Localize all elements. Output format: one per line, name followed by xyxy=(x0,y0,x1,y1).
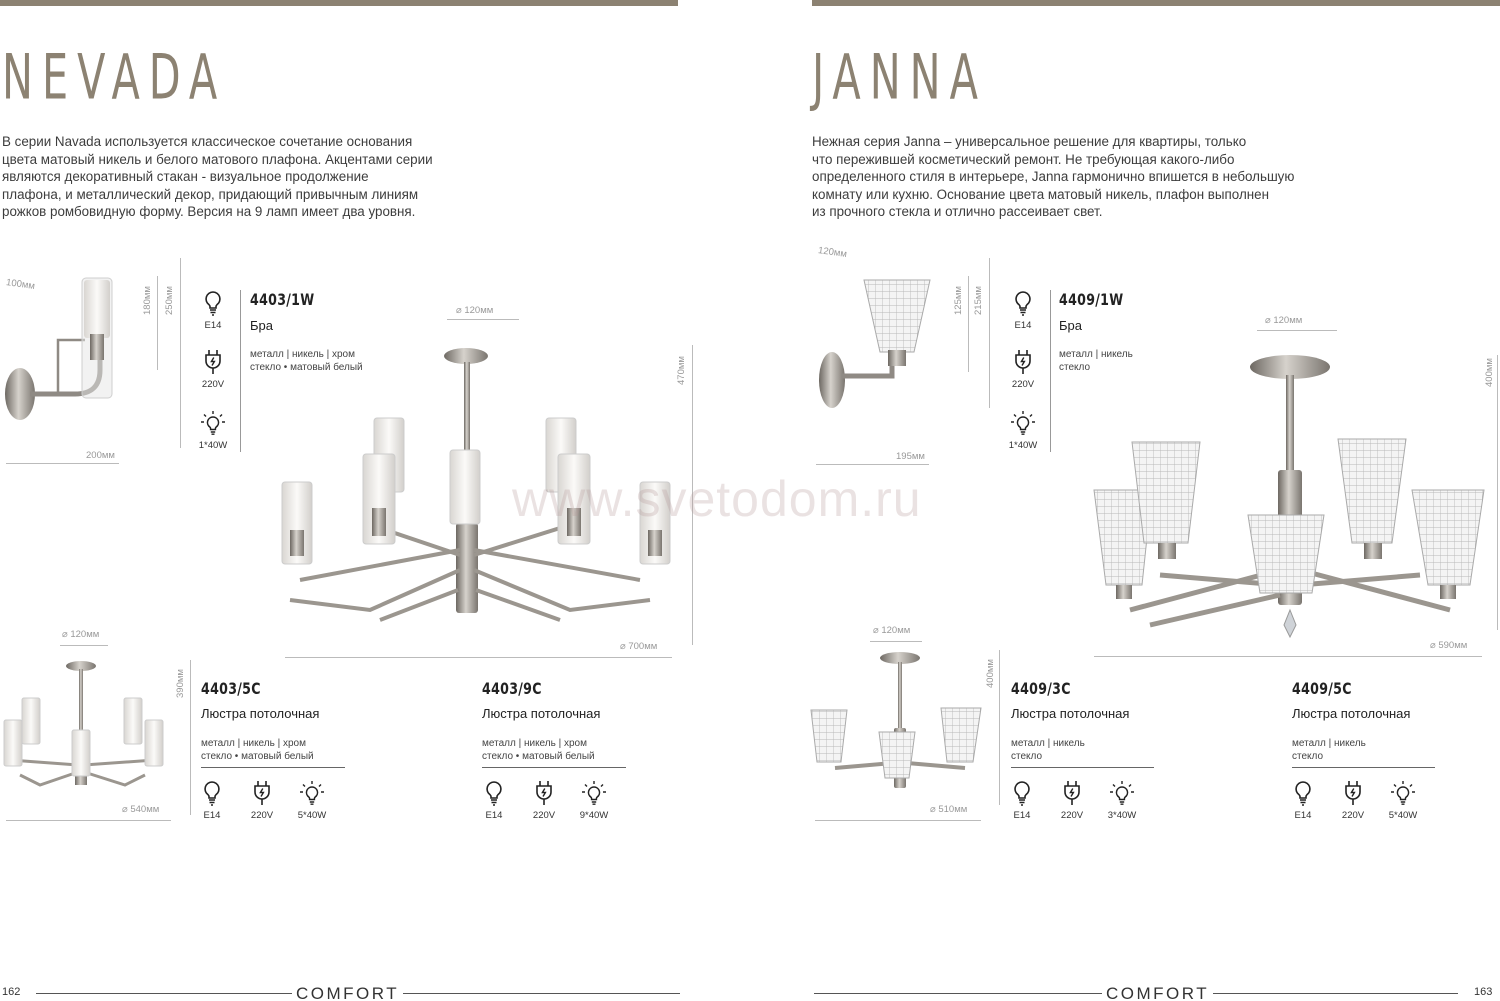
spec-power xyxy=(1001,410,1045,451)
bulb-icon xyxy=(1010,780,1034,806)
description-line: определенного стиля в интерьере, Janna гармонично впишется в небольшую xyxy=(812,169,1295,185)
product-materials: стекло xyxy=(1011,751,1043,762)
dimension-width-value: 590мм xyxy=(1438,640,1468,651)
bulb-icon xyxy=(1291,780,1315,806)
description-line: являются декоративный стакан - визуальное продолжение xyxy=(2,169,369,185)
dimension-line xyxy=(6,463,119,464)
product-type: Бра xyxy=(250,318,273,333)
top-accent-bar-right xyxy=(812,0,1500,6)
series-title-janna: JANNA xyxy=(812,40,987,114)
product-materials: стекло xyxy=(1292,751,1324,762)
product-type: Люстра потолочная xyxy=(482,706,601,721)
dimension-line xyxy=(180,258,181,448)
divider xyxy=(482,767,626,768)
product-code: 4409/5C xyxy=(1292,680,1352,699)
dimension-line xyxy=(285,657,672,658)
description-line: комнату или кухню. Основание цвета матовый никель, плафон выполнен xyxy=(812,186,1269,202)
description-line: что пережившей косметический ремонт. Не требующая какого-либо xyxy=(812,151,1235,167)
plug-icon xyxy=(1011,349,1035,375)
description-line: из прочного стекла и отлично рассеивает свет. xyxy=(812,204,1103,220)
spec-voltage-value: 220V xyxy=(250,810,274,821)
product-materials: металл | никель xyxy=(1292,738,1366,749)
product-materials: металл | никель | хром xyxy=(201,738,306,749)
series-description-nevada xyxy=(2,133,472,221)
dimension-height: 250мм xyxy=(164,286,175,315)
dimension-length: 195мм xyxy=(896,451,925,462)
dimension-top: ⌀ 120мм xyxy=(1265,315,1303,326)
spec-power-value: 5*40W xyxy=(297,810,327,821)
dimension-height: 125мм xyxy=(953,286,964,315)
product-image-4403-5c xyxy=(0,650,170,800)
bulb-icon xyxy=(201,290,225,316)
spec-socket-value: E14 xyxy=(1294,810,1312,821)
dimension-top: ⌀ 120мм xyxy=(456,305,494,316)
watermark: www.svetodom.ru xyxy=(512,471,922,527)
dimension-height: 180мм xyxy=(142,286,153,315)
product-image-4403-1w xyxy=(0,270,130,430)
spec-power-value: 1*40W xyxy=(1008,440,1038,451)
product-code: 4403/5C xyxy=(201,680,261,699)
spec-voltage xyxy=(1331,780,1375,821)
plug-icon xyxy=(532,780,556,806)
product-code: 4409/1W xyxy=(1059,291,1124,310)
dimension-height: 390мм xyxy=(175,669,186,698)
divider xyxy=(1050,290,1051,452)
dimension-width-value: 540мм xyxy=(130,804,160,815)
plug-icon xyxy=(1060,780,1084,806)
dimension-line xyxy=(989,258,990,408)
product-code: 4403/9C xyxy=(482,680,542,699)
product-type: Люстра потолочная xyxy=(1011,706,1130,721)
spec-socket-value: E14 xyxy=(485,810,503,821)
dimension-height: 215мм xyxy=(973,286,984,315)
spec-socket xyxy=(1281,780,1325,821)
description-line: В серии Navada используется классическое сочетание основания xyxy=(2,134,413,149)
dimension-width-value: 510мм xyxy=(938,804,968,815)
lamp-power-icon xyxy=(1390,780,1416,806)
spec-socket xyxy=(1001,290,1045,331)
dimension-line xyxy=(1497,355,1498,630)
dimension-line xyxy=(870,641,922,642)
dimension-height: 400мм xyxy=(985,659,996,688)
spec-voltage xyxy=(191,349,235,390)
dimension-line xyxy=(157,276,158,370)
dimension-width: ⌀ 540мм xyxy=(122,804,160,815)
dimension-length: 200мм xyxy=(86,450,115,461)
dimension-line xyxy=(447,319,519,320)
product-type: Люстра потолочная xyxy=(201,706,320,721)
spec-socket-value: E14 xyxy=(1013,810,1031,821)
spec-voltage-value: 220V xyxy=(532,810,556,821)
spec-voltage-value: 220V xyxy=(201,379,225,390)
dimension-line xyxy=(815,820,981,821)
dimension-line xyxy=(968,276,969,372)
product-type: Люстра потолочная xyxy=(1292,706,1411,721)
product-code: 4403/1W xyxy=(250,291,315,310)
product-type: Бра xyxy=(1059,318,1082,333)
spec-power xyxy=(1100,780,1144,821)
product-image-4409-3c xyxy=(805,648,995,808)
dimension-width: ⌀ 590мм xyxy=(1430,640,1468,651)
spec-voltage xyxy=(240,780,284,821)
spec-power-value: 1*40W xyxy=(198,440,228,451)
dimension-top-value: 120мм xyxy=(1273,315,1303,326)
product-image-4409-1w xyxy=(812,270,942,420)
spec-power xyxy=(572,780,616,821)
dimension-line xyxy=(1094,656,1482,657)
product-code: 4409/3C xyxy=(1011,680,1071,699)
spec-socket xyxy=(190,780,234,821)
description-line: Нежная серия Janna – универсальное решение для квартиры, только xyxy=(812,134,1247,149)
dimension-top-value: 120мм xyxy=(464,305,494,316)
spec-voltage xyxy=(1050,780,1094,821)
product-materials: металл | никель | хром xyxy=(250,349,355,360)
spec-socket-value: E14 xyxy=(203,810,221,821)
page-number: 163 xyxy=(1474,986,1493,998)
spec-voltage xyxy=(1001,349,1045,390)
lamp-power-icon xyxy=(581,780,607,806)
dimension-height: 400мм xyxy=(1484,358,1495,387)
spec-power xyxy=(1381,780,1425,821)
spec-socket xyxy=(1000,780,1044,821)
lamp-power-icon xyxy=(1109,780,1135,806)
spec-power xyxy=(290,780,334,821)
plug-icon xyxy=(201,349,225,375)
spec-socket xyxy=(191,290,235,331)
dimension-width-value: 700мм xyxy=(628,641,658,652)
dimension-width: 120мм xyxy=(817,245,848,260)
product-materials: стекло • матовый белый xyxy=(250,362,363,373)
spec-power-value: 3*40W xyxy=(1107,810,1137,821)
dimension-top: ⌀ 120мм xyxy=(62,629,100,640)
spec-voltage-value: 220V xyxy=(1011,379,1035,390)
lamp-power-icon xyxy=(1010,410,1036,436)
page-number: 162 xyxy=(2,986,21,998)
lamp-power-icon xyxy=(299,780,325,806)
product-materials: металл | никель xyxy=(1011,738,1085,749)
dimension-top: ⌀ 120мм xyxy=(873,625,911,636)
product-image-4409-5c-large xyxy=(1090,345,1490,645)
spec-socket-value: E14 xyxy=(204,320,222,331)
dimension-height: 470мм xyxy=(676,356,687,385)
footer-section-title: COMFORT xyxy=(1102,984,1213,1001)
dimension-line xyxy=(816,464,929,465)
product-materials: металл | никель | хром xyxy=(482,738,587,749)
dimension-width: ⌀ 700мм xyxy=(620,641,658,652)
spec-voltage-value: 220V xyxy=(1060,810,1084,821)
dimension-line xyxy=(1257,330,1337,331)
spec-voltage-value: 220V xyxy=(1341,810,1365,821)
spec-socket xyxy=(472,780,516,821)
series-title-nevada: NEVADA xyxy=(2,40,227,114)
spec-power-value: 5*40W xyxy=(1388,810,1418,821)
dimension-width: 100мм xyxy=(5,277,36,292)
lamp-power-icon xyxy=(200,410,226,436)
bulb-icon xyxy=(200,780,224,806)
divider xyxy=(1292,767,1435,768)
dimension-line xyxy=(6,820,171,821)
description-line: плафона, и металлический декор, придающий привычным линиям xyxy=(2,186,419,202)
divider xyxy=(201,767,345,768)
divider xyxy=(1011,767,1154,768)
bulb-icon xyxy=(482,780,506,806)
plug-icon xyxy=(1341,780,1365,806)
dimension-width: ⌀ 510мм xyxy=(930,804,968,815)
spec-power xyxy=(191,410,235,451)
dimension-top-value: 120мм xyxy=(70,629,100,640)
description-line: рожков ромбовидную форму. Версия на 9 ламп имеет два уровня. xyxy=(2,204,416,220)
dimension-top-value: 120мм xyxy=(881,625,911,636)
spec-socket-value: E14 xyxy=(1014,320,1032,331)
spec-voltage xyxy=(522,780,566,821)
product-materials: стекло xyxy=(1059,362,1091,373)
spec-power-value: 9*40W xyxy=(579,810,609,821)
product-materials: стекло • матовый белый xyxy=(201,751,314,762)
description-line: цвета матовый никель и белого матового плафона. Акцентами серии xyxy=(2,151,433,167)
plug-icon xyxy=(250,780,274,806)
divider xyxy=(240,290,241,452)
product-materials: металл | никель xyxy=(1059,349,1133,360)
bulb-icon xyxy=(1011,290,1035,316)
footer-section-title: COMFORT xyxy=(292,984,403,1001)
top-accent-bar-left xyxy=(0,0,678,6)
product-materials: стекло • матовый белый xyxy=(482,751,595,762)
dimension-line xyxy=(60,645,108,646)
series-description-janna xyxy=(812,133,1332,221)
